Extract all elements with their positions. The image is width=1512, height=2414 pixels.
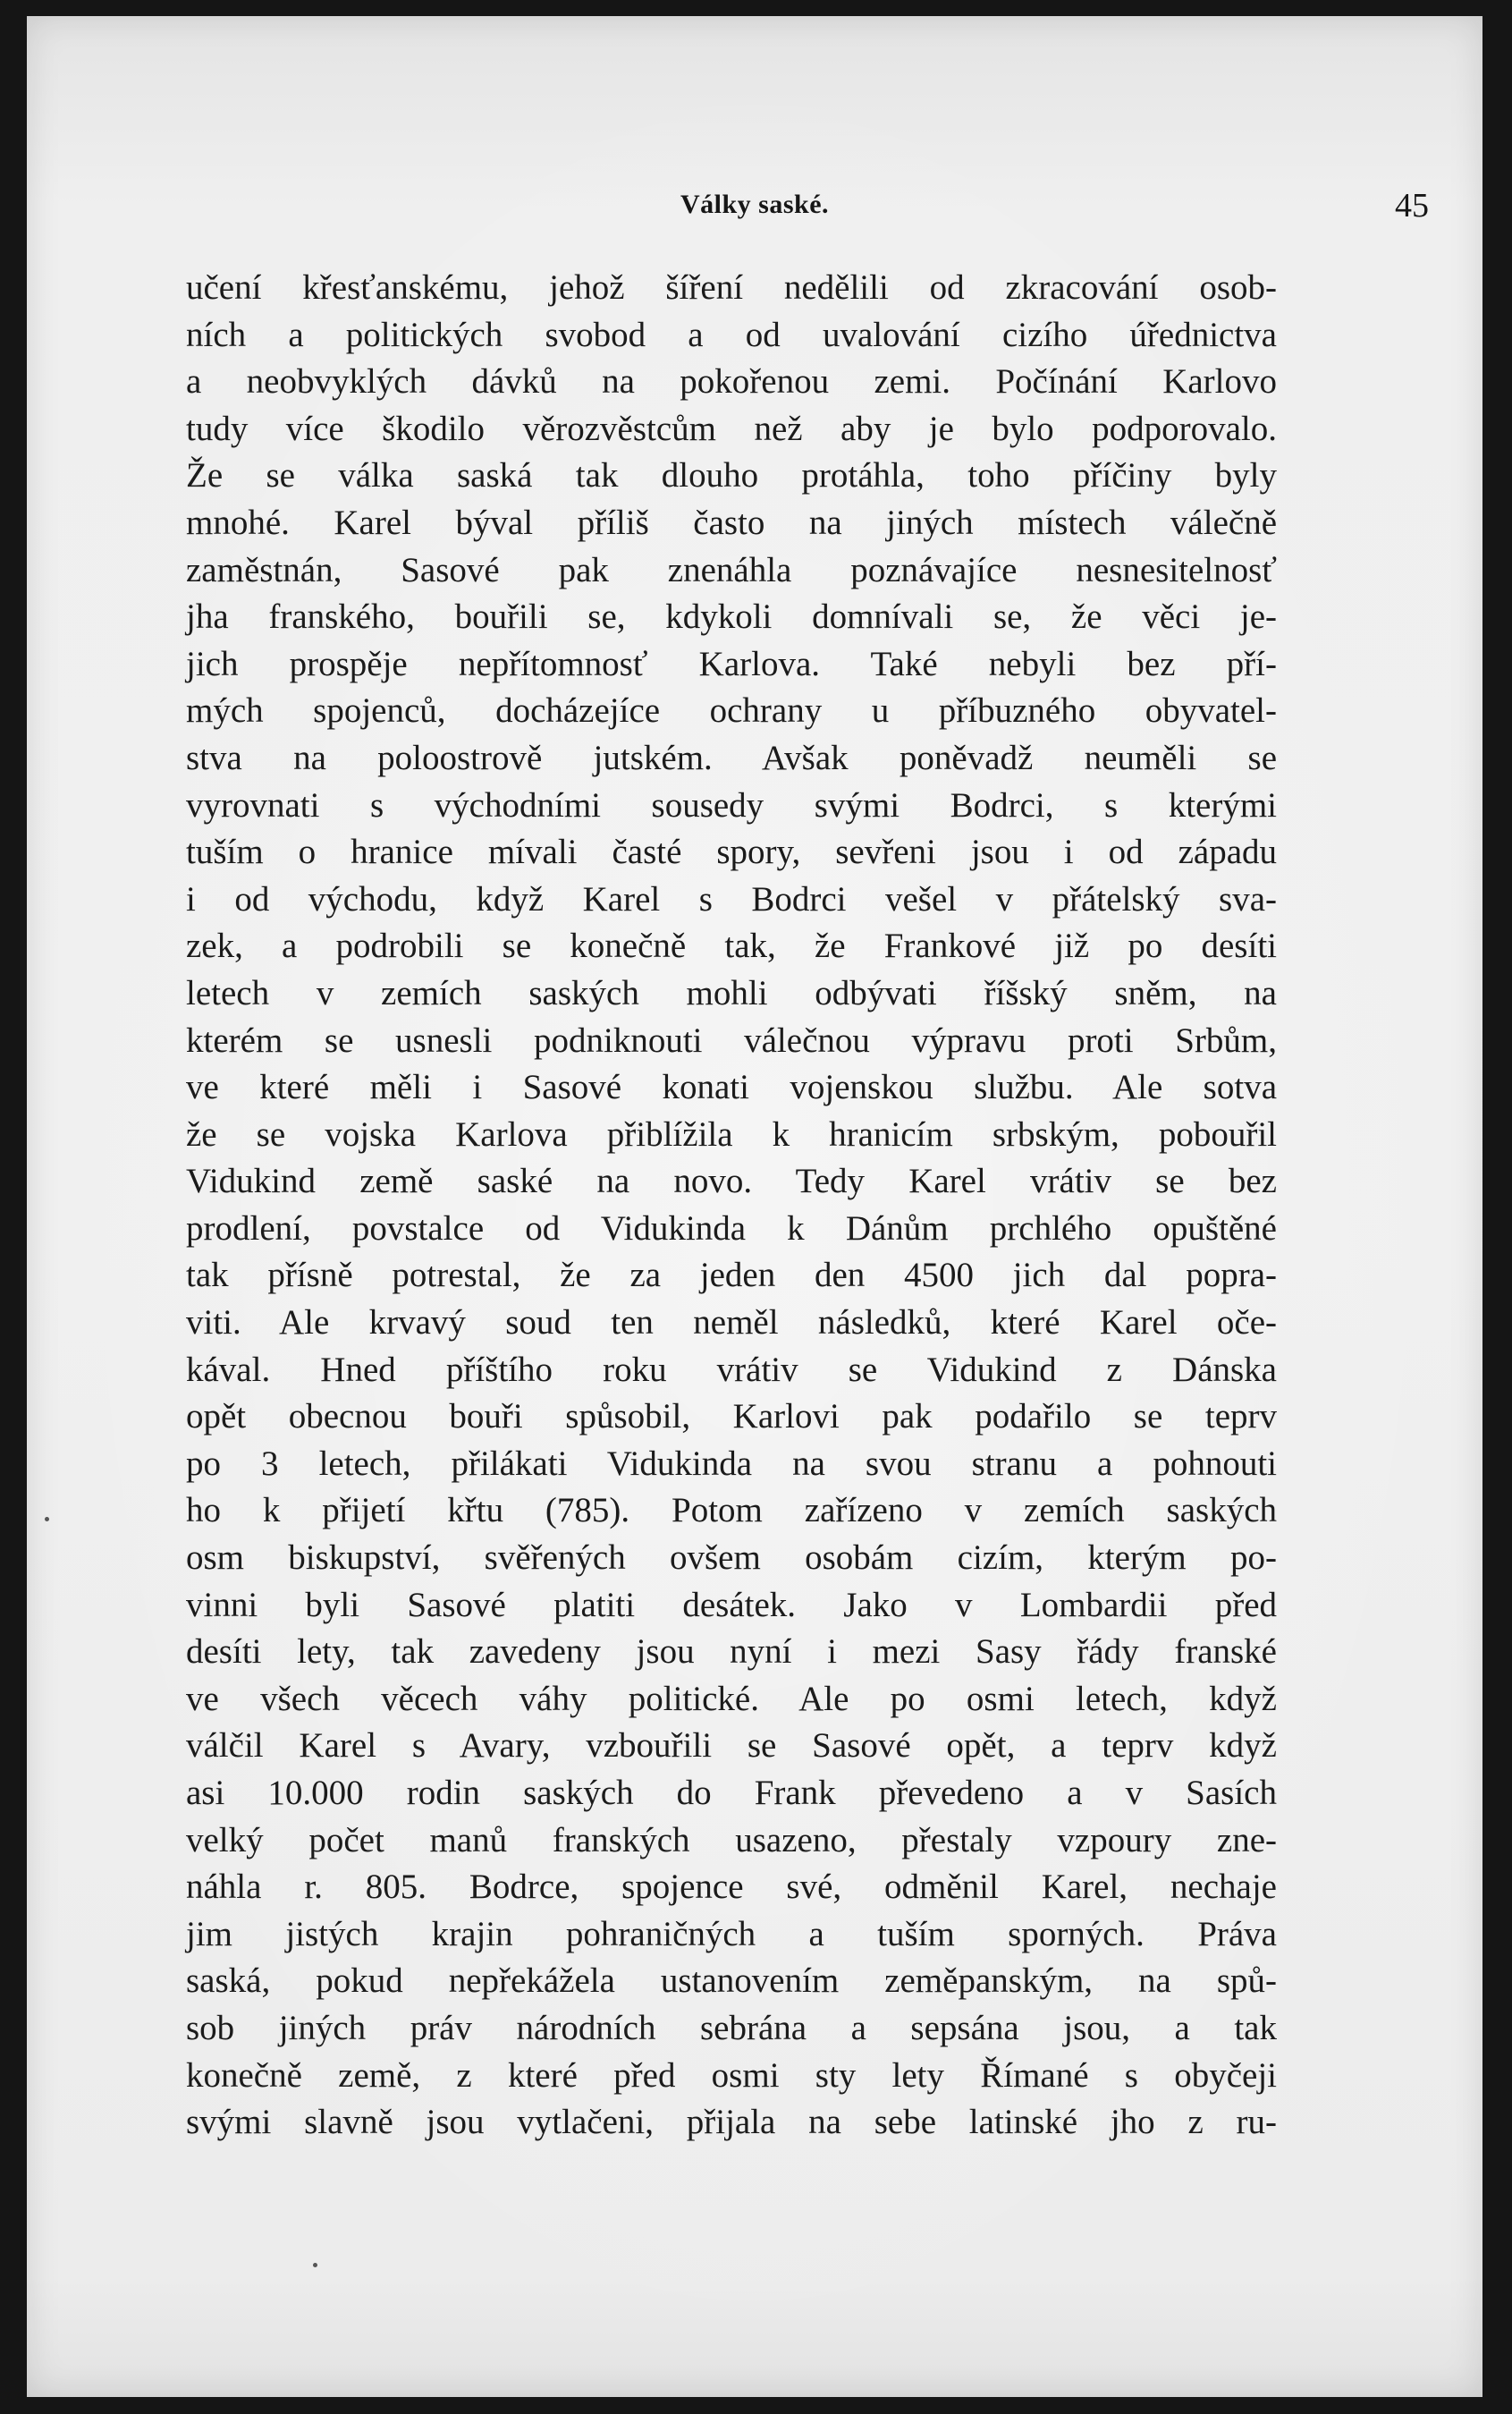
text-line: mnohé. Karel býval příliš často na jiných místech válečně [186, 503, 1277, 542]
book-page [27, 16, 1482, 2397]
text-line: saská, pokud nepřekážela ustanovením zeměpanským, na spů- [186, 1961, 1277, 2001]
print-speck [313, 2263, 317, 2267]
page-number: 45 [1395, 187, 1429, 224]
text-line: že se vojska Karlova přiblížila k hranicím srbským, pobouřil [186, 1114, 1277, 1154]
text-line: po 3 letech, přilákati Vidukinda na svou stranu a pohnouti [186, 1444, 1277, 1483]
text-line: velký počet manů franských usazeno, přestaly vzpoury zne- [186, 1820, 1277, 1859]
text-line: ních a politických svobod a od uvalování cizího úřednictva [186, 315, 1277, 354]
text-line: jim jistých krajin pohraničných a tuším sporných. Práva [186, 1914, 1277, 1953]
text-line: a neobvyklých dávků na pokořenou zemi. Počínání Karlovo [186, 362, 1277, 402]
text-line: opět obecnou bouři spůsobil, Karlovi pak podařilo se teprv [186, 1397, 1277, 1436]
text-line: kával. Hned příštího roku vrátiv se Vidukind z Dánska [186, 1350, 1277, 1389]
print-speck [45, 1517, 49, 1521]
page-header [27, 186, 1482, 240]
text-line: válčil Karel s Avary, vzbouřili se Sasové opět, a teprv když [186, 1726, 1277, 1766]
text-line: mých spojenců, docházejíce ochrany u příbuzného obyvatel- [186, 691, 1277, 731]
text-line: konečně země, z které před osmi sty lety Římané s obyčeji [186, 2055, 1277, 2095]
text-line: jha franského, bouřili se, kdykoli domnívali se, že věci je- [186, 597, 1277, 637]
text-line: ho k přijetí křtu (785). Potom zařízeno v zemích saských [186, 1491, 1277, 1530]
text-line: ve všech věcech váhy politické. Ale po osmi letech, když [186, 1679, 1277, 1718]
text-line: asi 10.000 rodin saských do Frank převedeno a v Sasích [186, 1774, 1277, 1812]
text-line: jich prospěje nepřítomnosť Karlova. Také nebyli bez pří- [186, 644, 1277, 683]
text-line: zek, a podrobili se konečně tak, že Frankové již po desíti [186, 927, 1277, 966]
text-line: letech v zemích saských mohli odbývati říšský sněm, na [186, 973, 1277, 1012]
text-line: zaměstnán, Sasové pak znenáhla poznávajíce nesnesitelnosť [186, 550, 1277, 589]
text-line: vyrovnati s východními sousedy svými Bodrci, s kterými [186, 785, 1277, 825]
text-line: náhla r. 805. Bodrce, spojence své, odměnil Karel, nechaje [186, 1868, 1277, 1907]
running-title: Války saské. [680, 190, 830, 219]
text-line: Vidukind země saské na novo. Tedy Karel vrátiv se bez [186, 1162, 1277, 1201]
text-line: vinni byli Sasové platiti desátek. Jako v Lombardii před [186, 1585, 1277, 1624]
text-line: kterém se usnesli podniknouti válečnou výpravu proti Srbům, [186, 1021, 1277, 1060]
text-line: svými slavně jsou vytlačeni, přijala na sebe latinské jho z ru- [186, 2103, 1277, 2142]
text-line: desíti lety, tak zavedeny jsou nyní i mezi Sasy řády franské [186, 1632, 1277, 1672]
body-text [186, 265, 1277, 2147]
text-line: prodlení, povstalce od Vidukinda k Dánům prchlého opuštěné [186, 1208, 1277, 1248]
text-line: viti. Ale krvavý soud ten neměl následků, které Karel oče- [186, 1303, 1277, 1343]
text-line: osm biskupství, svěřených ovšem osobám cizím, kterým po- [186, 1538, 1277, 1578]
text-line: tak přísně potrestal, že za jeden den 4500 jich dal popra- [186, 1256, 1277, 1295]
text-line: sob jiných práv národních sebrána a sepsána jsou, a tak [186, 2008, 1277, 2047]
text-line: učení křesťanskému, jehož šíření nedělili od zkracování osob- [186, 268, 1277, 307]
text-line: tudy více škodilo věrozvěstcům než aby je bylo podporovalo. [186, 409, 1277, 448]
text-line: ve které měli i Sasové konati vojenskou službu. Ale sotva [186, 1068, 1277, 1107]
text-line: tuším o hranice mívali časté spory, sevřeni jsou i od západu [186, 833, 1277, 872]
text-line: i od východu, když Karel s Bodrci vešel v přátelský sva- [186, 879, 1277, 919]
text-line: stva na poloostrově jutském. Avšak poněvadž neuměli se [186, 738, 1277, 777]
text-line: Že se válka saská tak dlouho protáhla, toho příčiny byly [186, 456, 1277, 496]
